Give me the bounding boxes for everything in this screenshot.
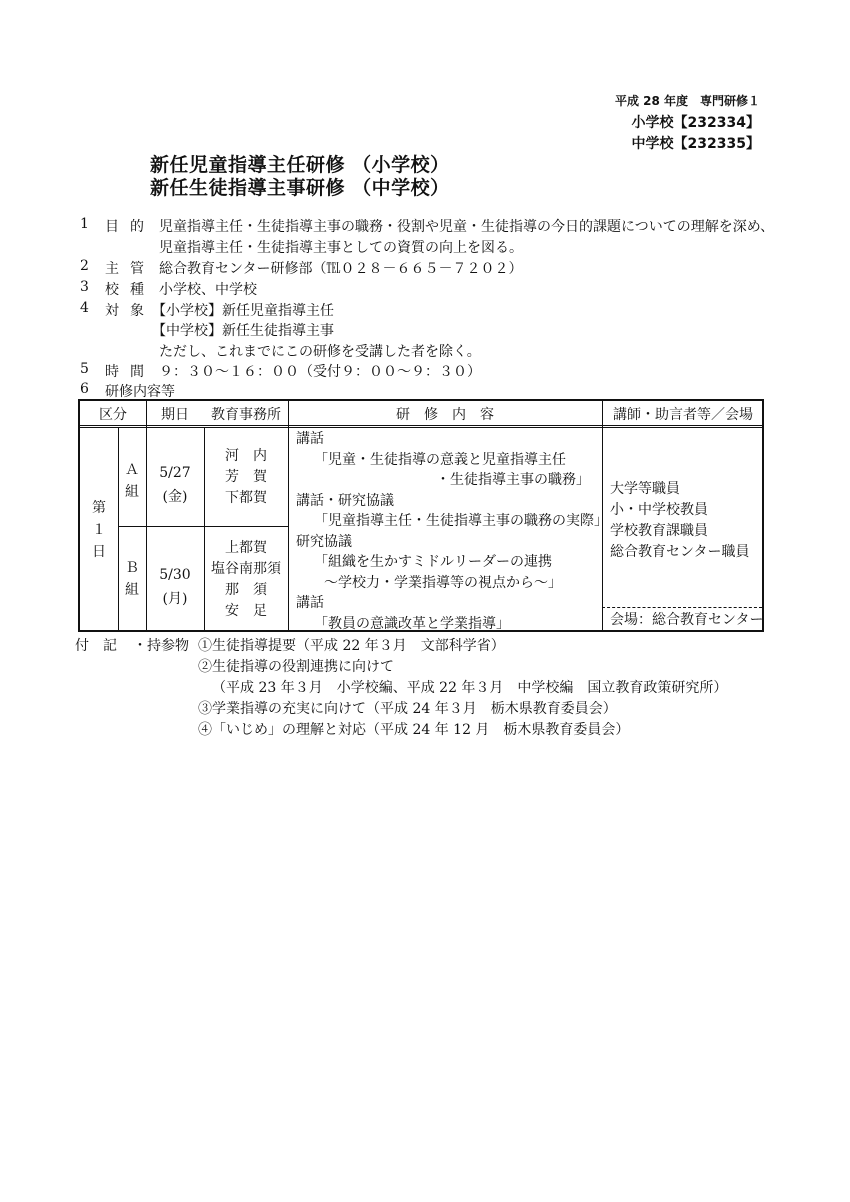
title-line-2: 新任生徒指導主事研修 （中学校） <box>150 177 450 199</box>
office-name: 下都賀 <box>225 490 267 506</box>
note-item: ②生徒指導の役割連携に向けて <box>198 659 394 675</box>
note-item: ③学業指導の充実に向けて（平成 24 年３月 栃木県教育委員会） <box>198 701 617 717</box>
note-item: ④「いじめ」の理解と対応（平成 24 年 12 月 栃木県教育委員会） <box>198 722 630 738</box>
year-line: 平成 28 年度 専門研修１ <box>614 94 760 108</box>
code-middle: 中学校【232335】 <box>631 136 760 152</box>
content-line: 「児童・生徒指導の意義と児童指導主任 <box>314 451 566 468</box>
content-line: 講話 <box>296 595 324 611</box>
item-text: 【中学校】新任生徒指導主事 <box>152 323 334 339</box>
item-label: 主管 <box>105 261 155 277</box>
title-line-1: 新任児童指導主任研修 （小学校） <box>150 154 450 176</box>
item-text: 児童指導主任・生徒指導主事の職務・役割や児童・生徒指導の今日的課題についての理解を深め、 <box>159 219 775 235</box>
content-line: 「教員の意識改革と学業指導」 <box>314 615 510 632</box>
header-content: 研 修 内 容 <box>396 407 494 423</box>
item-text: 研修内容等 <box>105 384 175 400</box>
lecturer: 学校教育課職員 <box>610 523 708 539</box>
group-b-weekday: (月) <box>162 591 188 607</box>
notes-label: 付 記 <box>75 638 117 654</box>
item-number: 3 <box>80 279 89 295</box>
office-name: 塩谷南那須 <box>211 561 281 577</box>
header-office: 教育事務所 <box>211 407 281 423</box>
item-number: 2 <box>80 258 89 274</box>
item-label: 対象 <box>105 303 155 319</box>
item-text: ただし、これまでにこの研修を受講した者を除く。 <box>159 344 481 360</box>
day-label: 第１日 <box>92 500 106 560</box>
lecturers <box>610 479 749 563</box>
content-line: ・生徒指導主事の職務」 <box>436 472 590 488</box>
training-schedule-table <box>78 399 764 632</box>
item-number: 1 <box>80 216 89 232</box>
group-a-weekday: (金) <box>162 489 188 505</box>
office-name: 芳 賀 <box>225 469 267 485</box>
header-lecturer: 講師・助言者等／会場 <box>613 407 753 423</box>
training-content <box>296 429 608 634</box>
lecturer: 大学等職員 <box>610 481 680 497</box>
notes-bullet: ・持参物 <box>133 638 189 654</box>
item-number: 6 <box>80 381 89 397</box>
office-name: 上都賀 <box>225 540 267 556</box>
office-name: 安 足 <box>225 603 267 619</box>
lecturer: 小・中学校教員 <box>610 502 708 518</box>
item-number: 5 <box>80 361 89 377</box>
note-item: ①生徒指導提要（平成 22 年３月 文部科学省） <box>198 638 505 654</box>
group-b-label: Ｂ組 <box>125 560 139 598</box>
code-elementary: 小学校【232334】 <box>631 115 760 131</box>
content-line: 研究協議 <box>296 533 352 550</box>
item-text: 小学校、中学校 <box>159 282 257 298</box>
header-date: 期日 <box>161 407 189 423</box>
item-label: 校種 <box>105 282 155 298</box>
content-line: 「児童指導主任・生徒指導主事の職務の実際」 <box>314 513 608 529</box>
group-a-offices <box>204 446 288 509</box>
item-text: 【小学校】新任児童指導主任 <box>152 303 334 319</box>
item-label: 目的 <box>105 219 155 235</box>
item-text: 児童指導主任・生徒指導主事としての資質の向上を図る。 <box>159 240 523 256</box>
lecturer: 総合教育センター職員 <box>610 544 750 560</box>
venue: 会場：総合教育センター <box>610 612 764 628</box>
item-number: 4 <box>80 300 89 316</box>
office-name: 那 須 <box>225 582 267 598</box>
content-line: 「組織を生かすミドルリーダーの連携 <box>314 554 552 570</box>
group-b-date: 5/30 <box>159 567 191 583</box>
office-name: 河 内 <box>225 448 267 464</box>
note-item: （平成 23 年３月 小学校編、平成 22 年３月 中学校編 国立教育政策研究所） <box>212 680 728 696</box>
content-line: 講話 <box>296 431 324 447</box>
header-division: 区分 <box>99 407 127 423</box>
item-text: ９：３０～１６：００（受付９：００～９：３０） <box>159 364 481 380</box>
group-a-date: 5/27 <box>159 465 191 481</box>
content-line: 講話・研究協議 <box>296 492 394 509</box>
group-a-label: Ａ組 <box>125 462 139 500</box>
item-text: 総合教育センター研修部（℡０２８－６６５－７２０２） <box>159 261 523 277</box>
group-b-offices <box>204 538 288 622</box>
content-line: ～学校力・学業指導等の視点から～」 <box>324 574 562 591</box>
item-label: 時間 <box>105 364 155 380</box>
